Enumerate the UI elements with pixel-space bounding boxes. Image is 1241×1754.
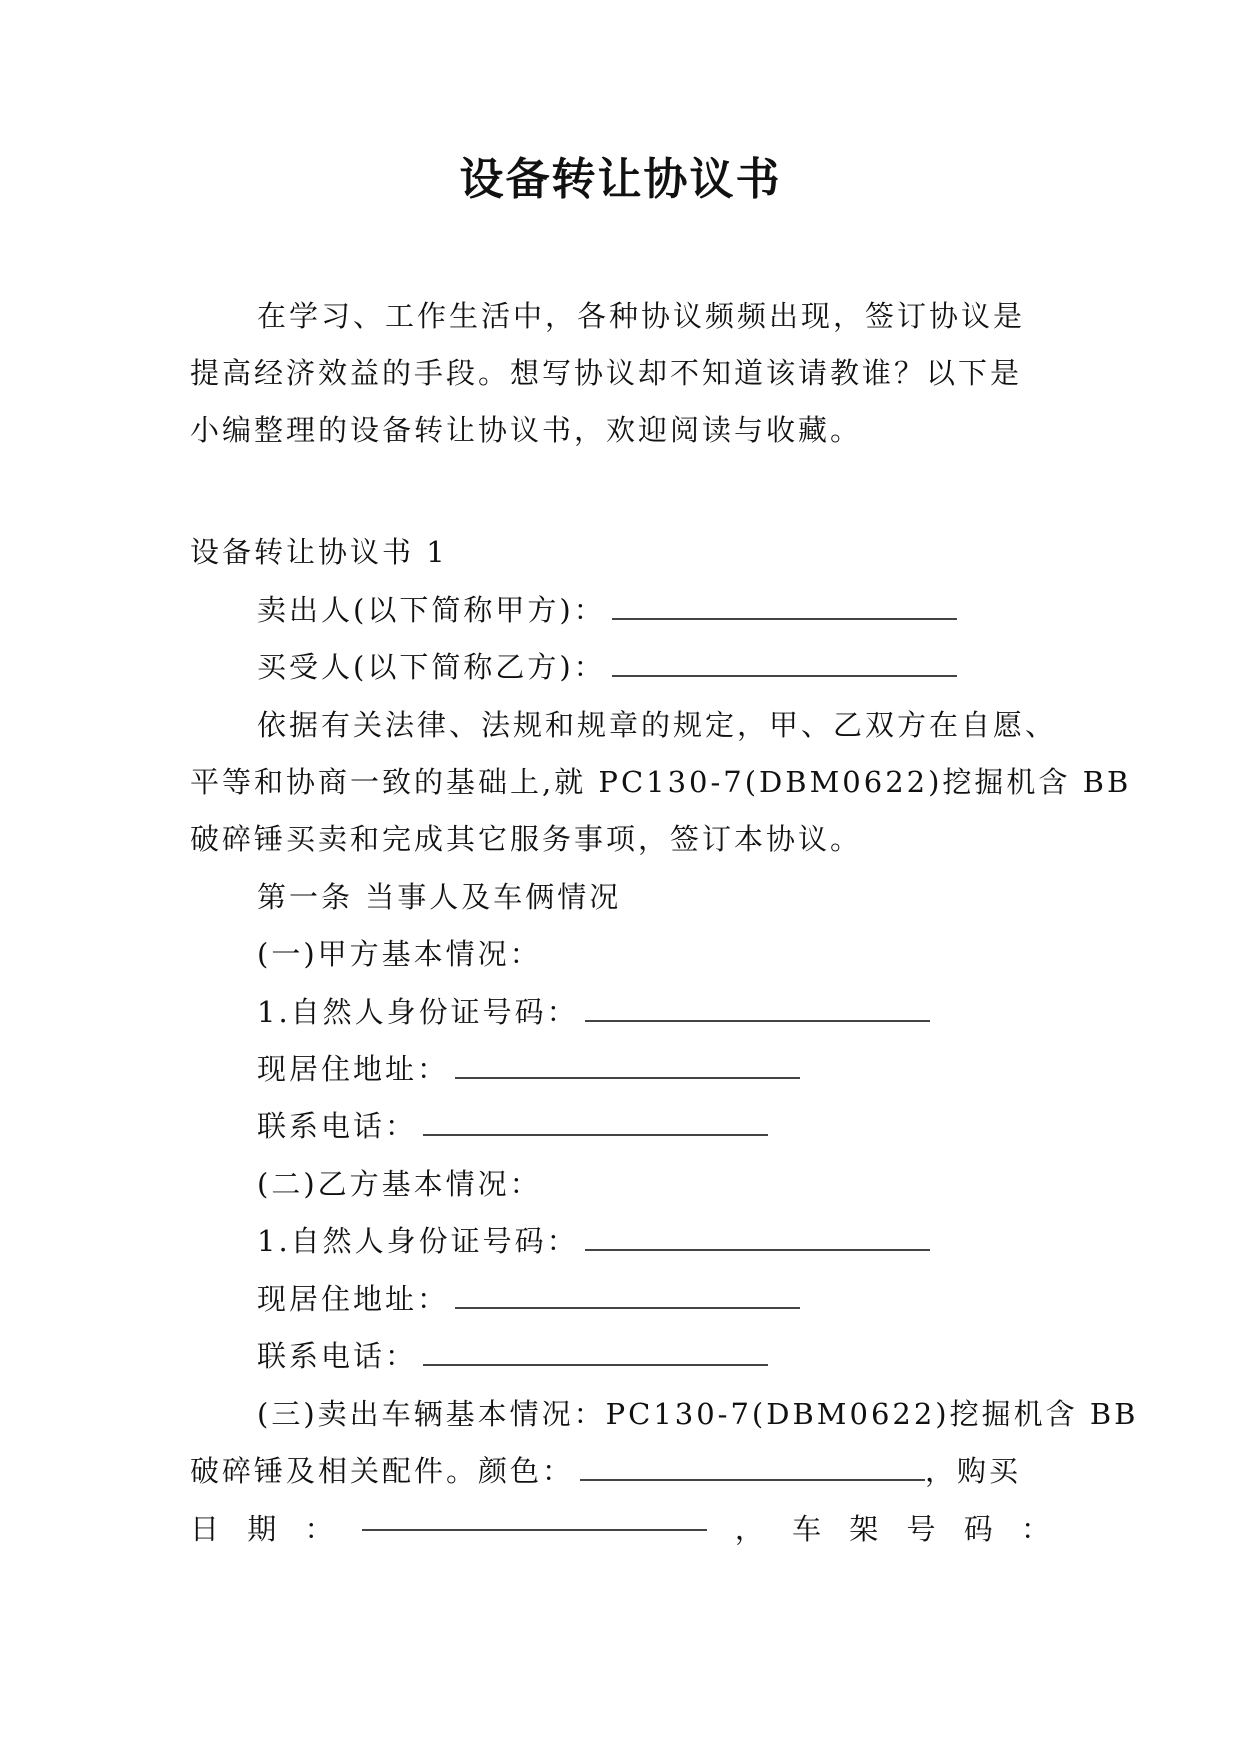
party-a-phone-blank bbox=[423, 1112, 768, 1136]
party-a-id-blank bbox=[585, 998, 930, 1022]
basis-line-2: 平等和协商一致的基础上,就 PC130-7(DBM0622)挖掘机含 BB bbox=[190, 765, 1132, 799]
party-a-address-blank bbox=[455, 1055, 800, 1079]
party-a-address-row bbox=[257, 1047, 1117, 1091]
party-b-phone-blank bbox=[423, 1342, 768, 1366]
vin-char-2: 架 bbox=[849, 1512, 879, 1546]
vehicle-purchase-label: ，购买 bbox=[925, 1454, 1022, 1488]
seller-blank bbox=[612, 596, 957, 620]
party-b-address-row bbox=[257, 1277, 1117, 1321]
party-a-id-label: 1.自然人身份证号码： bbox=[257, 995, 579, 1029]
intro-line-2: 提高经济效益的手段。想写协议却不知道该请教谁？以下是 bbox=[190, 356, 1023, 390]
basis-line-3: 破碎锤买卖和完成其它服务事项，签订本协议。 bbox=[190, 822, 863, 856]
buyer-blank bbox=[612, 653, 957, 677]
date-colon: ： bbox=[304, 1512, 334, 1546]
document-title: 设备转让协议书 bbox=[459, 154, 782, 205]
basis-line-1: 依据有关法律、法规和规章的规定，甲、乙双方在自愿、 bbox=[257, 708, 1058, 742]
article-1-heading: 第一条 当事人及车俩情况 bbox=[257, 880, 622, 914]
vin-colon: ： bbox=[1020, 1512, 1050, 1546]
vehicle-color-blank bbox=[580, 1457, 925, 1481]
party-a-phone-label: 联系电话： bbox=[257, 1109, 418, 1143]
party-a-phone-row bbox=[257, 1104, 1117, 1148]
date-char-1: 日 bbox=[190, 1512, 220, 1546]
party-b-address-label: 现居住地址： bbox=[257, 1282, 450, 1316]
date-comma: ， bbox=[734, 1512, 764, 1546]
section-heading: 设备转让协议书 1 bbox=[190, 535, 448, 569]
vin-char-3: 号 bbox=[906, 1512, 936, 1546]
party-a-heading: (一)甲方基本情况： bbox=[257, 937, 542, 971]
party-b-id-row bbox=[257, 1219, 1117, 1263]
vehicle-line-3 bbox=[190, 1507, 1050, 1551]
vin-char-1: 车 bbox=[792, 1512, 822, 1546]
seller-label: 卖出人(以下简称甲方)： bbox=[257, 593, 606, 627]
vehicle-line-2 bbox=[190, 1449, 1050, 1493]
party-b-id-blank bbox=[585, 1227, 930, 1251]
vehicle-line-1: (三)卖出车辆基本情况：PC130-7(DBM0622)挖掘机含 BB bbox=[257, 1397, 1139, 1431]
party-b-id-label: 1.自然人身份证号码： bbox=[257, 1224, 579, 1258]
intro-line-3: 小编整理的设备转让协议书，欢迎阅读与收藏。 bbox=[190, 413, 863, 447]
date-char-2: 期 bbox=[247, 1512, 277, 1546]
party-b-phone-label: 联系电话： bbox=[257, 1339, 418, 1373]
buyer-row bbox=[257, 645, 1117, 689]
party-a-address-label: 现居住地址： bbox=[257, 1052, 450, 1086]
party-b-heading: (二)乙方基本情况： bbox=[257, 1167, 542, 1201]
party-b-phone-row bbox=[257, 1334, 1117, 1378]
vehicle-color-label: 破碎锤及相关配件。颜色： bbox=[190, 1454, 575, 1488]
seller-row bbox=[257, 588, 1117, 632]
party-b-address-blank bbox=[455, 1285, 800, 1309]
party-a-id-row bbox=[257, 990, 1117, 1034]
purchase-date-blank bbox=[362, 1507, 707, 1531]
buyer-label: 买受人(以下简称乙方)： bbox=[257, 650, 606, 684]
vin-char-4: 码 bbox=[963, 1512, 993, 1546]
intro-line-1: 在学习、工作生活中，各种协议频频出现，签订协议是 bbox=[257, 299, 1026, 333]
vehicle-line-3-row bbox=[190, 1507, 1050, 1551]
